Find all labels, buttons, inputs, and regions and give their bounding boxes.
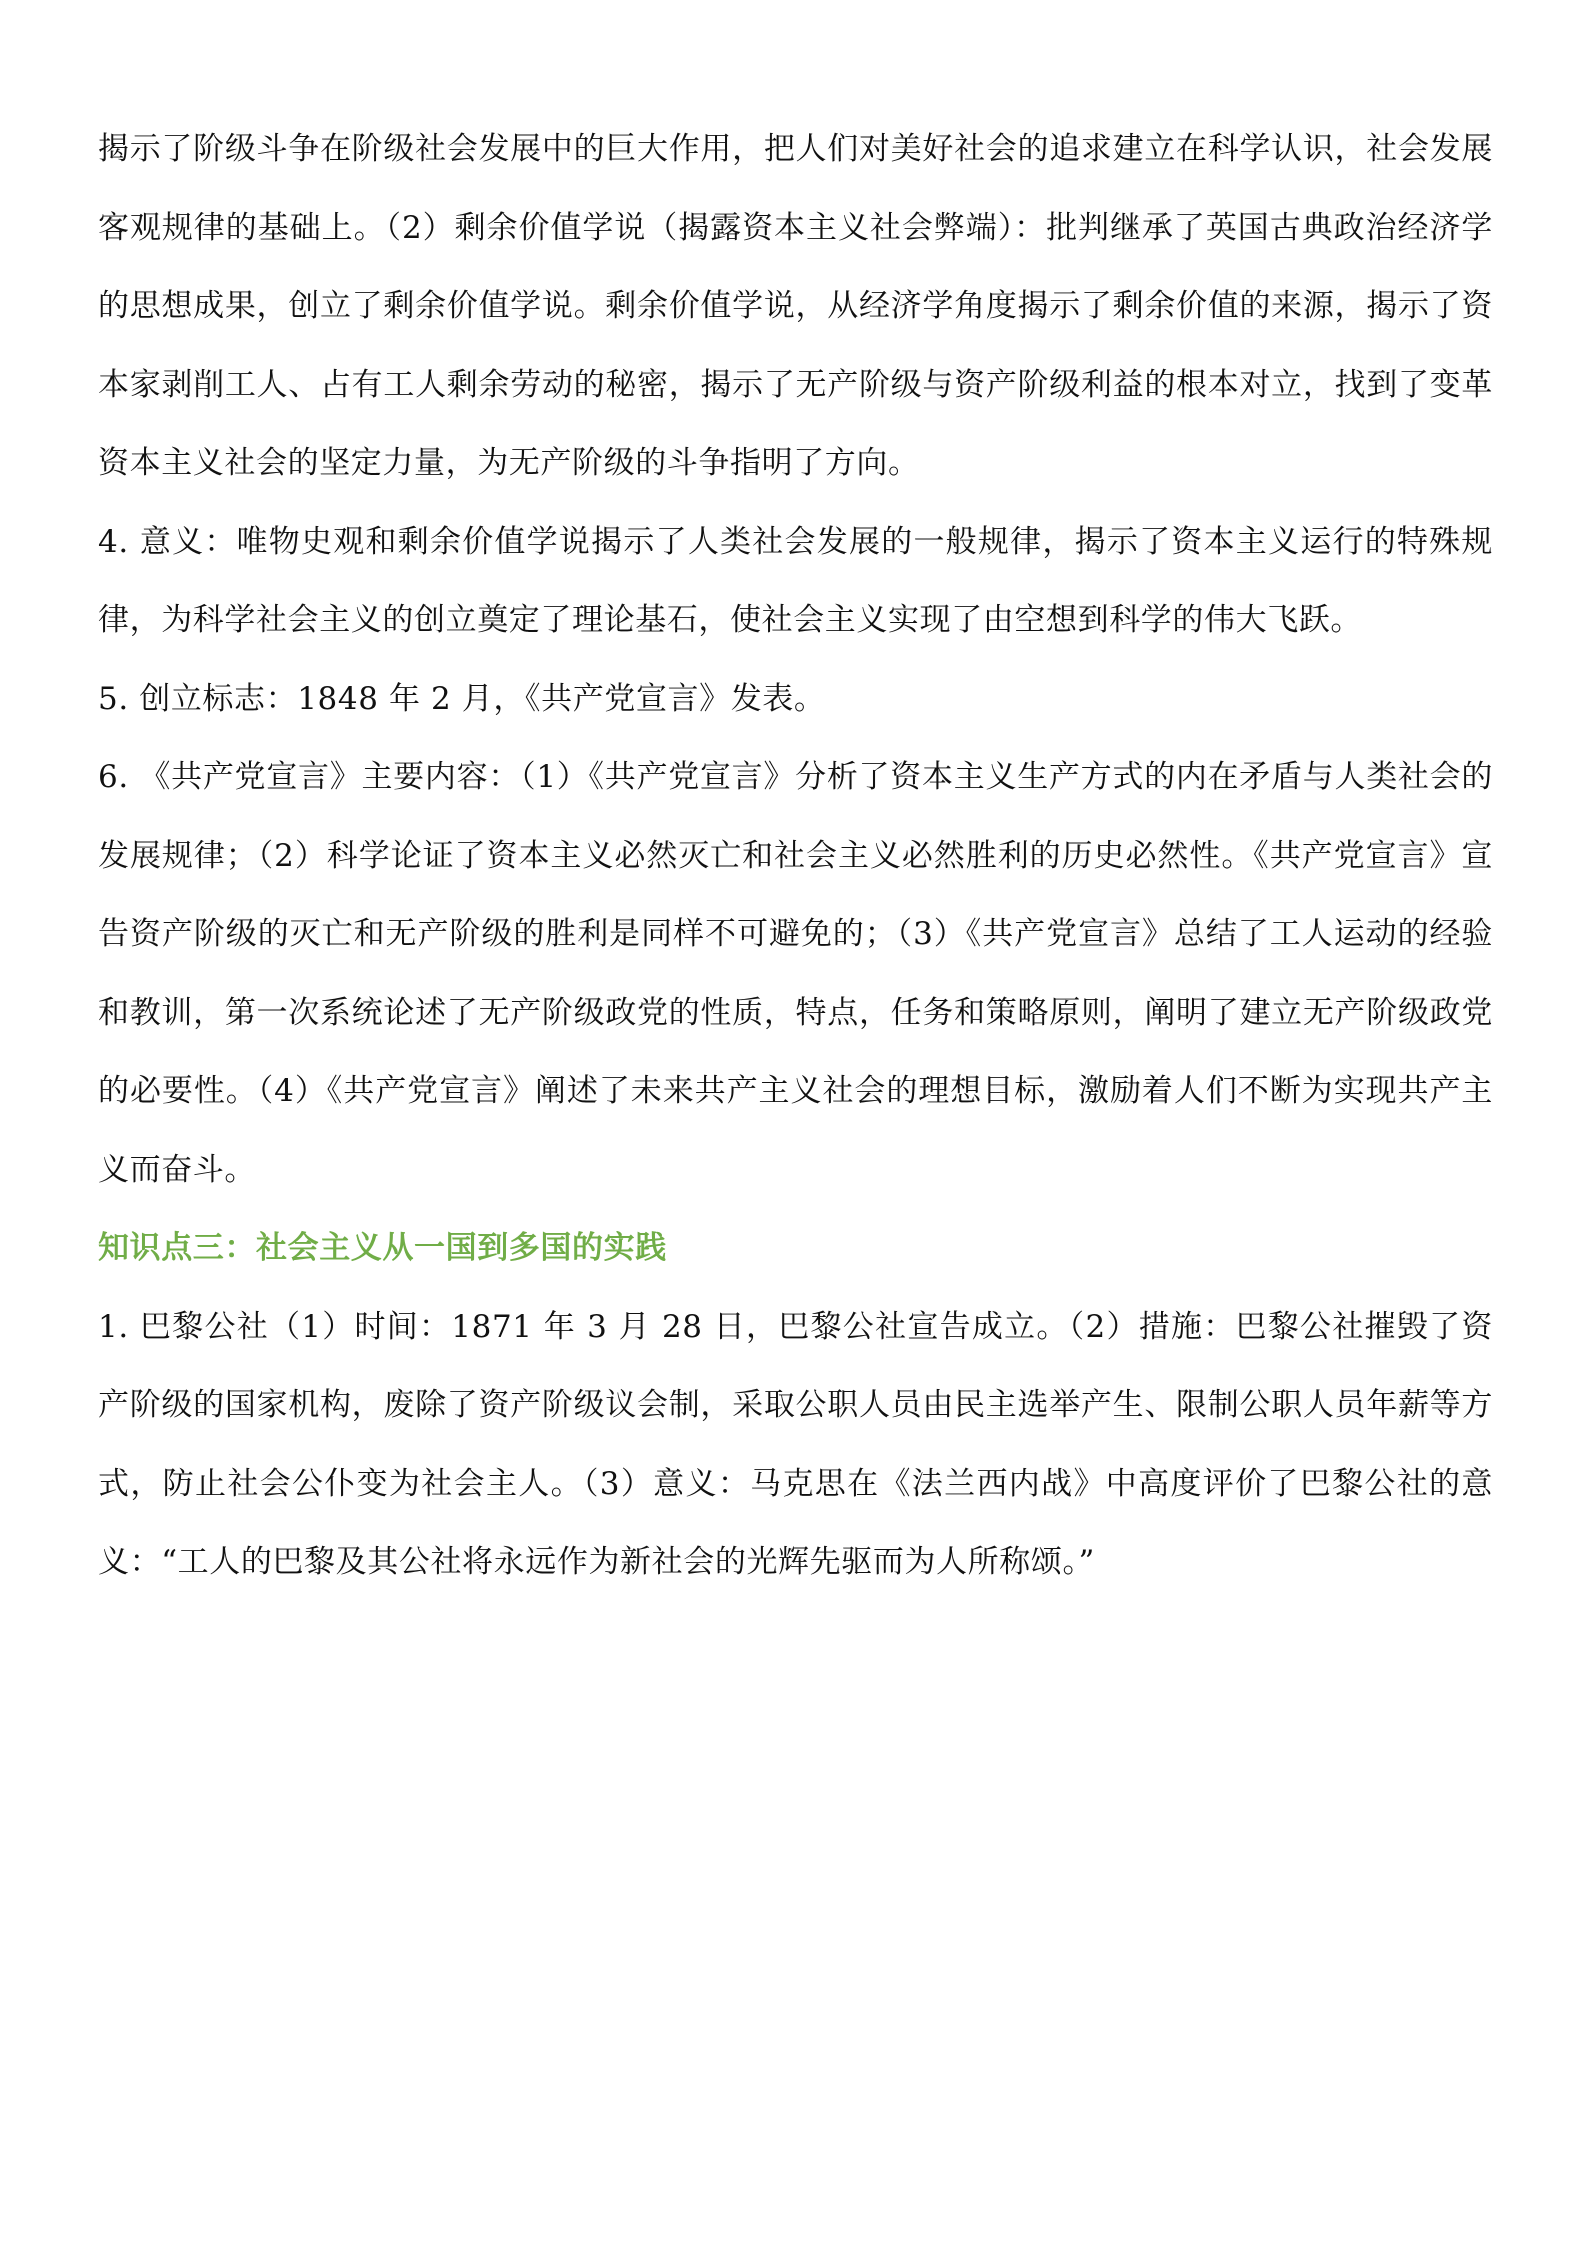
paragraph-1-paris-commune: 1. 巴黎公社（1）时间：1871 年 3 月 28 日，巴黎公社宣告成立。（2）措施：巴黎公社摧毁了资产阶级的国家机构，废除了资产阶级议会制，采取公职人员由民主选举产生、限制公职人员年薪等方式，防止社会公仆变为社会主人。（3）意义：马克思在《法兰西内战》中高度评价了巴黎公社的意义：“工人的巴黎及其公社将永远作为新社会的光辉先驱而为人所称颂。” <box>98 1308 1493 1580</box>
paragraph-6-communist-manifesto: 6. 《共产党宣言》主要内容：（1）《共产党宣言》分析了资本主义生产方式的内在矛盾与人类社会的发展规律；（2）科学论证了资本主义必然灭亡和社会主义必然胜利的历史必然性。《共产党宣言》宣告资产阶级的灭亡和无产阶级的胜利是同样不可避免的；（3）《共产党宣言》总结了工人运动的经验和教训，第一次系统论述了无产阶级政党的性质，特点，任务和策略原则，阐明了建立无产阶级政党的必要性。（4）《共产党宣言》阐述了未来共产主义社会的理想目标，激励着人们不断为实现共产主义而奋斗。 <box>98 759 1493 1188</box>
document-page <box>98 110 1493 1602</box>
paragraph-4-significance: 4. 意义：唯物史观和剩余价值学说揭示了人类社会发展的一般规律，揭示了资本主义运行的特殊规律，为科学社会主义的创立奠定了理论基石，使社会主义实现了由空想到科学的伟大飞跃。 <box>98 523 1493 638</box>
paragraph-5-founding-mark: 5. 创立标志：1848 年 2 月，《共产党宣言》发表。 <box>98 680 826 717</box>
paragraph-materialism-continuation: 揭示了阶级斗争在阶级社会发展中的巨大作用，把人们对美好社会的追求建立在科学认识，社会发展客观规律的基础上。（2）剩余价值学说（揭露资本主义社会弊端）：批判继承了英国古典政治经济学的思想成果，创立了剩余价值学说。剩余价值学说，从经济学角度揭示了剩余价值的来源，揭示了资本家剥削工人、占有工人剩余劳动的秘密，揭示了无产阶级与资产阶级利益的根本对立，找到了变革资本主义社会的坚定力量，为无产阶级的斗争指明了方向。 <box>98 131 1493 481</box>
section-heading-knowledge-point-3: 知识点三：社会主义从一国到多国的实践 <box>98 1230 667 1266</box>
